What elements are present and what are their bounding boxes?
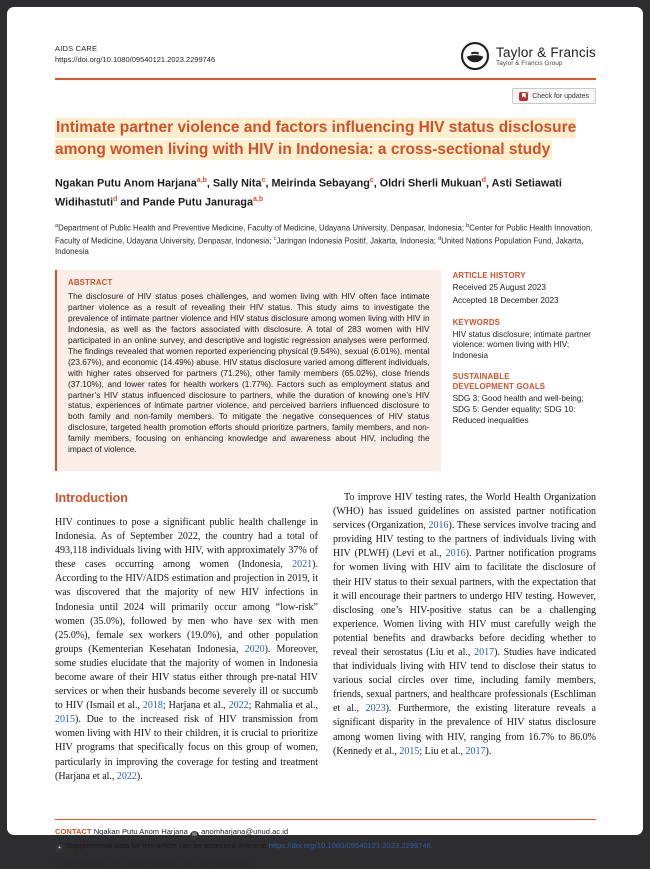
text-segment: ). Furthermore, the existing literature reveals a significant disparity in the prevalence of HIV status disclosure among women living with HIV, ranging from 16.7% to 86.0% (Kennedy et al., bbox=[333, 703, 596, 757]
footer bbox=[55, 826, 596, 869]
article-page bbox=[7, 7, 643, 869]
text-segment: ). Studies have indicated that individuals living with HIV tend to disclose their status to various social circles over time, including family members, friends, sexual partners, and healthcare professionals (Eschliman et al., bbox=[333, 647, 596, 715]
introduction-section bbox=[55, 491, 596, 809]
article-history-heading: ARTICLE HISTORY bbox=[452, 271, 526, 281]
sdg-section bbox=[453, 372, 596, 426]
supplemental-line bbox=[55, 840, 596, 854]
author: Pande Putu Januraga bbox=[142, 196, 253, 209]
header-rule bbox=[55, 78, 596, 80]
intro-paragraph-right bbox=[333, 491, 596, 759]
article-history-section bbox=[453, 271, 596, 306]
text-segment: ). bbox=[485, 745, 492, 757]
keywords-heading: KEYWORDS bbox=[452, 317, 501, 327]
text-segment: ; Liu et al., bbox=[419, 745, 466, 757]
citation-link[interactable]: 2018 bbox=[142, 700, 163, 712]
citation-link[interactable]: 2023 bbox=[365, 703, 386, 715]
citation-link[interactable]: 2020 bbox=[244, 643, 265, 655]
text-segment: ). According to the HIV/AIDS estimation and projection in 2019, it was discovered that the majority of new HIV infections in Indonesia until 2024 will primarily occur among “low-risk” women (35.0%), followed by men who have sex with men (25.0%), female sex workers (19.0%), and other population groups (Kementerian Kesehatan Indonesia, bbox=[55, 559, 318, 655]
supplemental-data-icon: + bbox=[55, 844, 64, 853]
abstract-panel bbox=[55, 270, 441, 471]
journal-name: AIDS CARE bbox=[55, 44, 98, 53]
text-segment: ). Due to the increased risk of HIV transmission from women living with HIV to their children, it is crucial to prioritize HIV programs that specifically focus on this group of women, particularly in improving the coverage for testing and treatment (Harjana et al., bbox=[55, 714, 318, 782]
supplemental-text: Supplemental data for this article can be accessed online at bbox=[66, 840, 269, 850]
author: Ngakan Putu Anom Harjana bbox=[55, 177, 197, 190]
intro-paragraph-left bbox=[55, 516, 318, 784]
received-date: Received 25 August 2023 bbox=[452, 283, 546, 293]
footer-rule bbox=[55, 819, 596, 821]
intro-right-column bbox=[333, 491, 596, 809]
keywords-section bbox=[453, 318, 596, 362]
author-affiliation-sup: a,b bbox=[196, 177, 207, 184]
citation-link[interactable]: 2015 bbox=[55, 714, 75, 726]
author-affiliation-sup: d bbox=[113, 195, 118, 203]
doi-link[interactable]: https://doi.org/10.1080/09540121.2023.2299746 bbox=[55, 55, 216, 64]
author: Meirinda Sebayang bbox=[271, 177, 370, 190]
article-title: Intimate partner violence and factors influencing HIV status disclosure among women living with HIV in Indonesia: a cross-sectional study bbox=[55, 119, 577, 158]
intro-left-column bbox=[55, 491, 318, 809]
author-affiliation-sup: a,b bbox=[252, 195, 264, 203]
affiliations: $^a$Department of Public Health and Preventive Medicine, Faculty of Medicine, Udayana University, Denpasar, Indonesia; $^b$Center for Public Health Innovation, Faculty of Medicine, Udayana University, Denpasar, Indonesia; $^c$Jaringan Indonesia Positif, Jakarta, Indonesia; $^d$United Nations Population Fund, Jakarta, Indonesia bbox=[55, 223, 593, 257]
citation-link[interactable]: 2021 bbox=[292, 559, 313, 571]
publisher-group: Taylor & Francis Group bbox=[496, 59, 563, 67]
email-icon: ✉ bbox=[190, 831, 199, 840]
author-affiliation-sup: d bbox=[481, 177, 487, 184]
text-segment: ). These services involve tracing and providing HIV testing to the partners of individuals living with HIV (PLWH) (Levi et al., bbox=[333, 520, 597, 560]
accepted-date: Accepted 18 December 2023 bbox=[452, 295, 559, 305]
affiliation: Center for Public Health Innovation, Faculty of Medicine, Udayana University, Denpasar, Indonesia; bbox=[55, 223, 593, 246]
taylor-francis-logo-icon bbox=[460, 41, 490, 71]
text-segment: ; Rahmalia et al., bbox=[248, 700, 318, 712]
article-sidebar bbox=[453, 270, 596, 471]
keywords-text: HIV status disclosure; intimate partner violence: women living with HIV; Indonesia bbox=[452, 329, 591, 360]
text-segment: To improve HIV testing rates, the World Health Organization (WHO) has issued guidelines on assisted partner notification services (Organization, bbox=[333, 491, 596, 532]
copyright-line: © 2023 Informa UK Limited, trading as Taylor & Francis Group bbox=[55, 859, 253, 869]
author-affiliation-sup: c bbox=[261, 177, 266, 184]
publisher-wordmark bbox=[496, 46, 596, 67]
crossmark-icon bbox=[519, 92, 528, 101]
abstract-text: The disclosure of HIV status poses challenges, and women living with HIV often face intimate partner violence as a result of revealing their HIV status. This study aims to investigate the prevalence of intimate partner violence and HIV status disclosure among women living with HIV in Indonesia, as well as the factors associated with disclosure. A total of 283 women with HIV participated in an online survey, and descriptive and logistic regression analyses were performed. The findings revealed that women reported experiencing physical (9.54%), sexual (6.01%), mental (23.67%), and economic (14.49%) abuse. HIV status disclosure varied among different individuals, with higher rates observed for partners (71.2%), other family members (65.02%), close friends (37.10%), and lower rates for health workers (1.77%). Factors such as employment status and partner’s HIV status influenced disclosure to partners, while the duration of knowing one’s HIV status, experiences of intimate partner violence, and perceived barriers influenced disclosure to both family and non-family members. To mitigate the negative consequences of HIV status disclosure, targeted health promotion efforts should prioritize partners, family members, and non-family members, focusing on enhancing knowledge and awareness about HIV, including the impact of violence. bbox=[68, 291, 430, 455]
sdg-text: SDG 3: Good health and well-being; SDG 5: Gender equality; SDG 10: Reduced inequalities bbox=[452, 394, 584, 425]
abstract-heading: ABSTRACT bbox=[68, 278, 113, 288]
author: Sally Nita bbox=[212, 177, 262, 190]
author: Oldri Sherli Mukuan bbox=[379, 177, 482, 190]
check-for-updates-label: Check for updates bbox=[532, 92, 589, 100]
supplemental-doi-link[interactable]: https://doi.org/10.1080/09540121.2023.2299746. bbox=[268, 840, 434, 850]
citation-link[interactable]: 2016 bbox=[445, 548, 466, 560]
citation-link[interactable]: 2022 bbox=[116, 770, 137, 782]
citation-link[interactable]: 2016 bbox=[428, 520, 449, 532]
text-segment: ). Partner notification programs for women living with HIV aim to facilitate the disclosure of their HIV status to their sexual partners, with the expectation that it will encourage their partners to undergo HIV testing. However, disclosing one’s HIV-positive status can be a challenging experience. Women living with HIV must carefully weigh the potential benefits and drawbacks before deciding whether to reveal their serostatus (Liu et al., bbox=[333, 548, 596, 658]
text-segment: ; Harjana et al., bbox=[162, 700, 229, 712]
affiliation: United Nations Population Fund, Jakarta, Indonesia bbox=[55, 236, 584, 257]
citation-link[interactable]: 2017 bbox=[465, 745, 486, 757]
text-segment: HIV continues to pose a significant public health challenge in Indonesia. As of September 2022, the country had a total of 493,118 individuals living with HIV, with approximately 37% of these cases occurring among women (Indonesia, bbox=[55, 516, 318, 571]
contact-email[interactable]: anomharjana@unud.ac.id bbox=[201, 827, 289, 837]
contact-name: Ngakan Putu Anom Harjana bbox=[93, 827, 188, 837]
publisher-name: Taylor & Francis bbox=[496, 44, 596, 60]
contact-line bbox=[55, 826, 596, 840]
sdg-heading: SUSTAINABLE DEVELOPMENT GOALS bbox=[452, 372, 546, 392]
text-segment: ). bbox=[136, 770, 143, 782]
contact-label: CONTACT bbox=[55, 827, 92, 837]
citation-link[interactable]: 2015 bbox=[399, 745, 420, 757]
journal-info bbox=[55, 43, 215, 65]
publisher-logo bbox=[460, 41, 596, 71]
page-header bbox=[55, 43, 596, 71]
affiliation: Department of Public Health and Preventive Medicine, Faculty of Medicine, Udayana University, Denpasar, Indonesia; bbox=[58, 223, 467, 233]
introduction-heading: Introduction bbox=[55, 490, 128, 505]
author-affiliation-sup: c bbox=[369, 177, 374, 184]
check-for-updates-button[interactable] bbox=[512, 88, 596, 104]
author-list: Ngakan Putu Anom Harjana$^{a,b}$, Sally Nita$^c$, Meirinda Sebayang$^c$, Oldri Sherli Mukuan$^d$, Asti Setiawati Widihastuti$^d$ and Pande Putu Januraga$^{a,b}$ bbox=[55, 177, 562, 209]
text-segment: ). Moreover, some studies elucidate that the majority of women in Indonesia become aware of their HIV status either through pre-natal HIV services or when their husbands become severely ill or succumb to HIV (Ismail et al., bbox=[55, 643, 319, 712]
citation-link[interactable]: 2017 bbox=[474, 647, 495, 658]
affiliation: Jaringan Indonesia Positif, Jakarta, Indonesia; bbox=[276, 236, 439, 246]
author: Asti Setiawati Widihastuti bbox=[55, 177, 562, 209]
citation-link[interactable]: 2022 bbox=[228, 700, 249, 712]
